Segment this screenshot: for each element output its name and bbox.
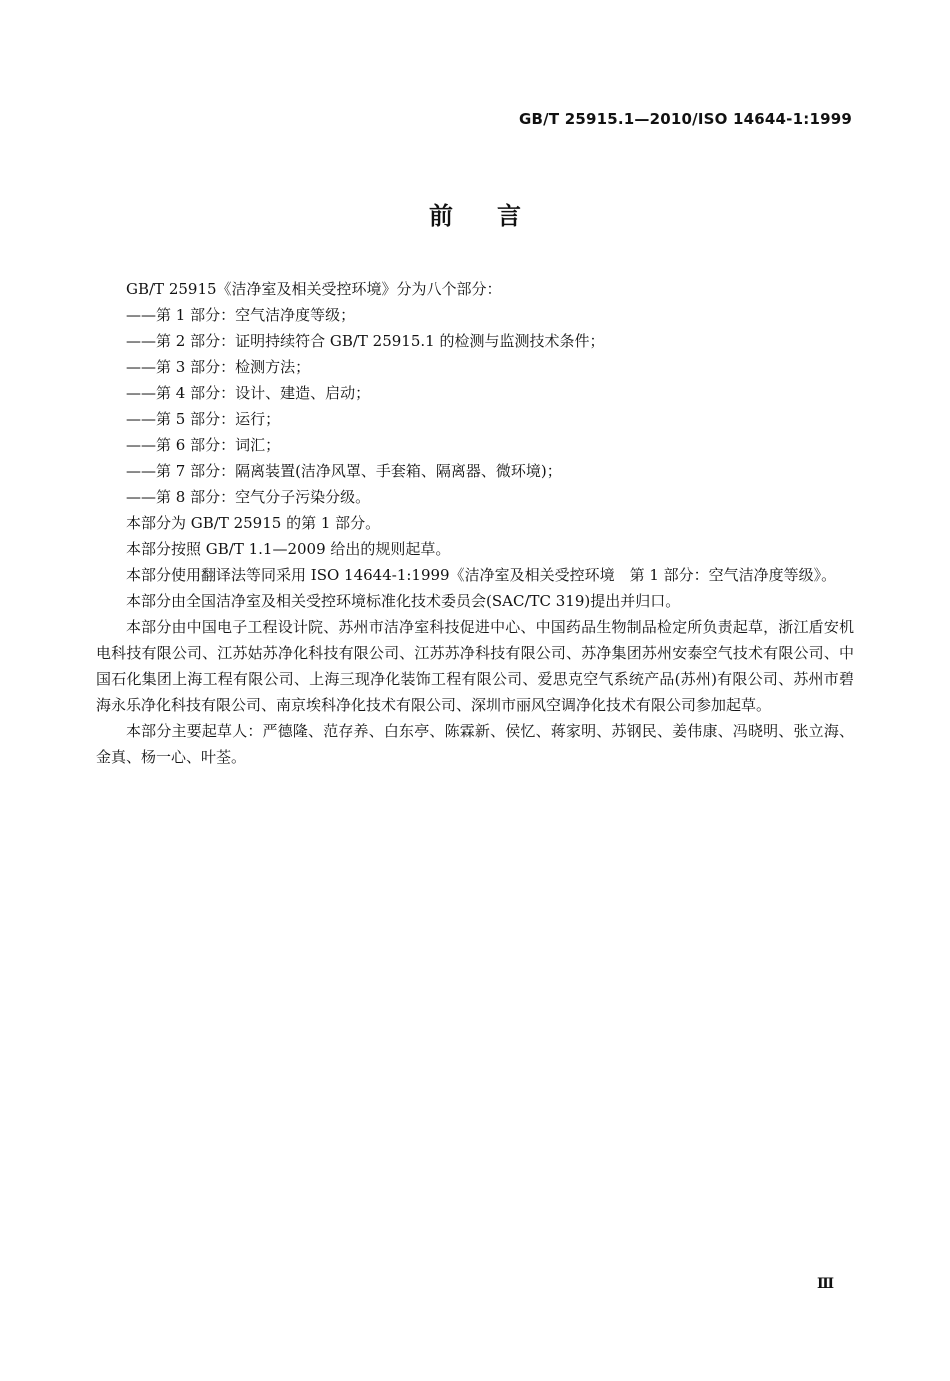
list-item-part-3: ——第 3 部分：检测方法； xyxy=(126,358,311,376)
list-item-part-4: ——第 4 部分：设计、建造、启动； xyxy=(126,384,371,402)
list-item-part-5: ——第 5 部分：运行； xyxy=(126,410,281,428)
paragraph-drafting-organizations: 本部分由中国电子工程设计院、苏州市洁净室科技促进中心、中国药品生物制品检定所负责起草，浙江盾安机电科技有限公司、江苏姑苏净化科技有限公司、江苏苏净科技有限公司、苏净集团苏州安泰空气技术有限公司、中国石化集团上海工程有限公司、上海三现净化装饰工程有限公司、爱思克空气系统产品(苏州)有限公司、苏州市碧海永乐净化科技有限公司、南京埃科净化技术有限公司、深圳市丽风空调净化技术有限公司参加起草。 xyxy=(96,618,854,714)
foreword-body xyxy=(96,276,854,770)
list-item-part-1: ——第 1 部分：空气洁净度等级； xyxy=(126,306,356,324)
standard-code-header: GB/T 25915.1—2010/ISO 14644-1:1999 xyxy=(519,110,852,128)
list-item-part-8: ——第 8 部分：空气分子污染分级。 xyxy=(126,488,371,506)
paragraph-part-statement: 本部分为 GB/T 25915 的第 1 部分。 xyxy=(126,514,381,532)
page-number: Ⅲ xyxy=(816,1276,834,1292)
intro-paragraph: GB/T 25915《洁净室及相关受控环境》分为八个部分： xyxy=(126,280,502,298)
list-item-part-7: ——第 7 部分：隔离装置(洁净风罩、手套箱、隔离器、微环境)； xyxy=(126,462,562,480)
paragraph-drafting-rules: 本部分按照 GB/T 1.1—2009 给出的规则起草。 xyxy=(126,540,451,558)
list-item-part-6: ——第 6 部分：词汇； xyxy=(126,436,281,454)
paragraph-drafters: 本部分主要起草人：严德隆、范存养、白东亭、陈霖新、侯忆、蒋家明、苏钢民、姜伟康、冯晓明、张立海、金真、杨一心、叶荃。 xyxy=(96,722,854,766)
page-title xyxy=(0,196,950,231)
list-item-part-2: ——第 2 部分：证明持续符合 GB/T 25915.1 的检测与监测技术条件； xyxy=(126,332,605,350)
title-char-1: 前 xyxy=(429,202,453,230)
paragraph-proposer: 本部分由全国洁净室及相关受控环境标准化技术委员会(SAC/TC 319)提出并归口。 xyxy=(126,592,681,610)
paragraph-adoption: 本部分使用翻译法等同采用 ISO 14644-1:1999《洁净室及相关受控环境 第 1 部分：空气洁净度等级》。 xyxy=(126,566,837,584)
title-char-2: 言 xyxy=(497,202,521,230)
